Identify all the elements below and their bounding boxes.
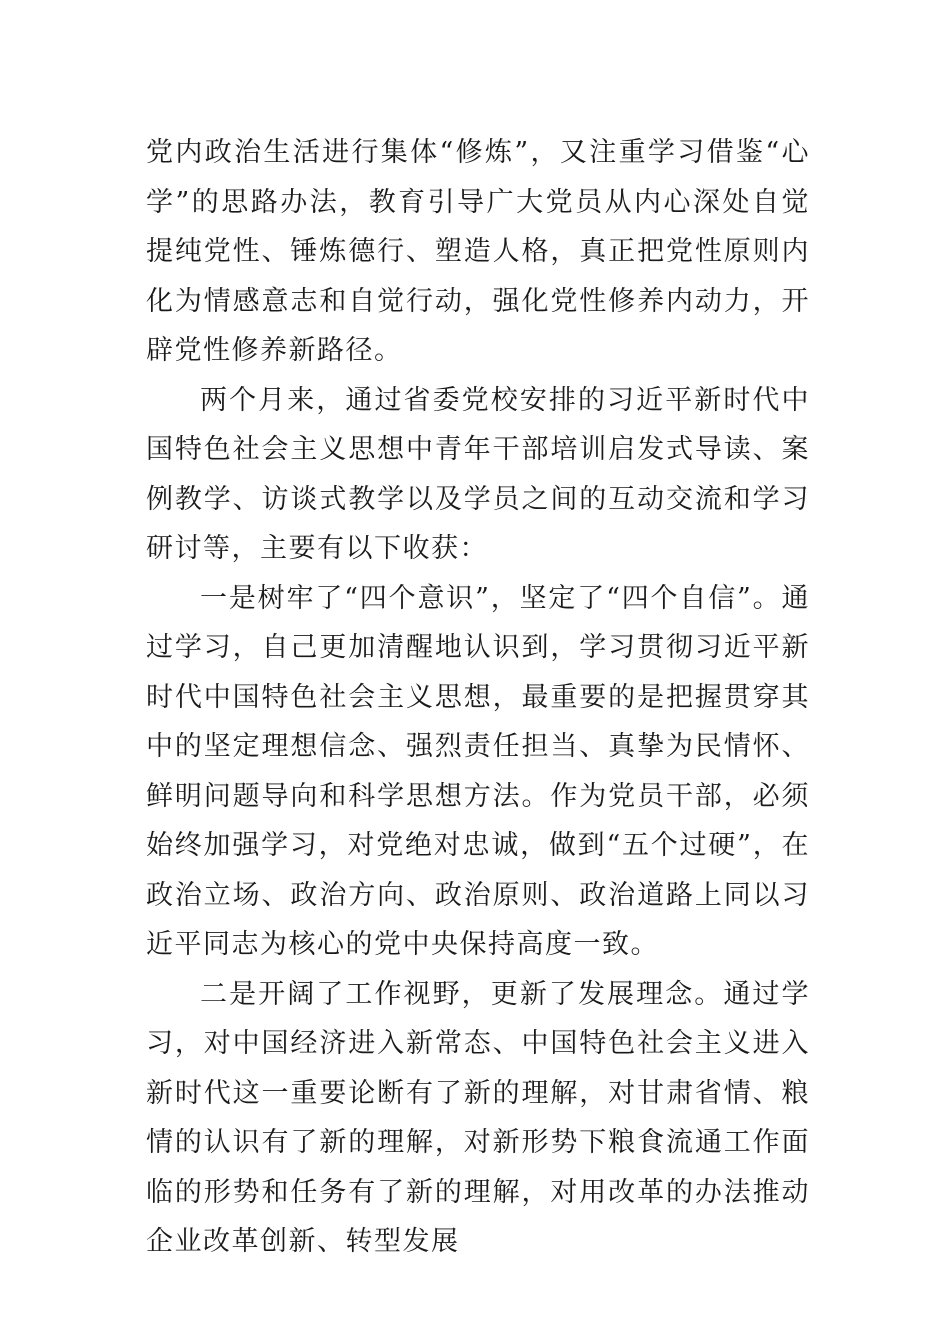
paragraph-2: 两个月来，通过省委党校安排的习近平新时代中国特色社会主义思想中青年干部培训启发式导读、案例教学、访谈式教学以及学员之间的互动交流和学习研讨等，主要有以下收获： (146, 384, 810, 564)
paragraph-1: 党内政治生活进行集体“修炼”，又注重学习借鉴“心学”的思路办法，教育引导广大党员从内心深处自觉提纯党性、锤炼德行、塑造人格，真正把党性原则内化为情感意志和自觉行动，强化党性修养内动力，开辟党性修养新路径。 (146, 137, 810, 366)
document-body (146, 128, 810, 1267)
paragraph-4: 二是开阔了工作视野，更新了发展理念。通过学习，对中国经济进入新常态、中国特色社会主义进入新时代这一重要论断有了新的理解，对甘肃省情、粮情的认识有了新的理解，对新形势下粮食流通工作面临的形势和任务有了新的理解，对用改革的办法推动企业改革创新、转型发展 (146, 978, 810, 1257)
paragraph-3: 一是树牢了“四个意识”，坚定了“四个自信”。通过学习，自己更加清醒地认识到，学习贯彻习近平新时代中国特色社会主义思想，最重要的是把握贯穿其中的坚定理想信念、强烈责任担当、真挚为民情怀、鲜明问题导向和科学思想方法。作为党员干部，必须始终加强学习，对党绝对忠诚，做到“五个过硬”，在政治立场、政治方向、政治原则、政治道路上同以习近平同志为核心的党中央保持高度一致。 (146, 582, 810, 960)
